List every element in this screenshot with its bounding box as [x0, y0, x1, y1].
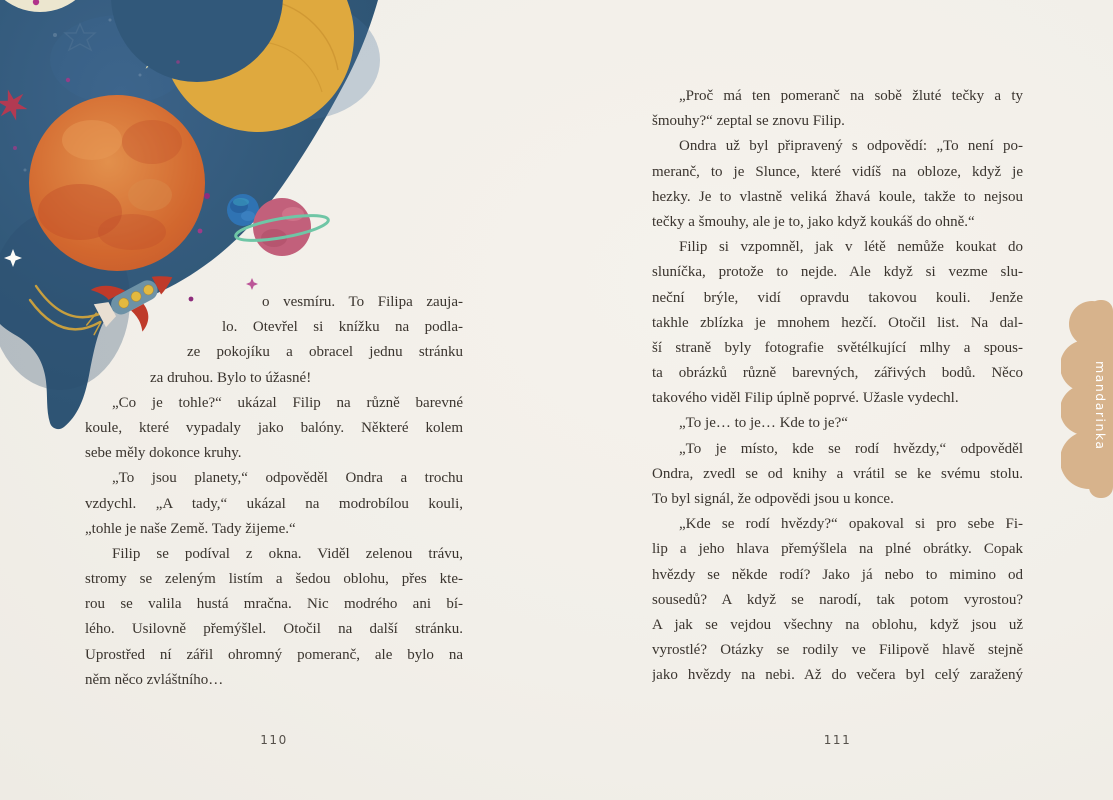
text-line: vzdychl. „A tady,“ ukázal na modrobílou kouli, — [85, 495, 463, 512]
text-line: takového viděl Filip úplně poprvé. Užasle vydechl. — [652, 390, 959, 407]
text-line: za druhou. Bylo to úžasné! — [150, 369, 312, 386]
text-line: „To je… to je… Kde to je?“ — [679, 415, 848, 432]
text-line: stromy se zeleným listím a šedou oblohu, přes kte- — [85, 571, 463, 588]
text-line: hezky. Je to vlastně veliká žhavá koule, takže to nejsou — [652, 188, 1023, 205]
bookmark-tab-label: mandarinka — [1093, 361, 1108, 451]
text-line: sousedů? A když se narodí, tak potom vyrostou? — [652, 591, 1023, 608]
text-line: „To je místo, kde se rodí hvězdy,“ odpověděl — [679, 440, 1023, 457]
text-line: lého. Usilovně přemýšlel. Otočil na další stránku. — [85, 621, 463, 638]
right-page-text — [652, 84, 1023, 689]
page-number-left: 110 — [260, 733, 288, 747]
text-line: „Kde se rodí hvězdy?“ opakoval si pro sebe Fi- — [679, 516, 1023, 533]
text-line: ta obrázků různě barevných, zářivých bodů. Něco — [652, 365, 1023, 382]
text-line: hvězdy se někde rodí? Jako já nebo to mimino od — [652, 566, 1023, 583]
text-line: šmouhy?“ zeptal se znovu Filip. — [652, 113, 845, 130]
text-line: koule, které vypadaly jako balóny. Některé kolem — [85, 419, 463, 436]
text-line: neční brýle, vidí opravdu takovou kouli. Jenže — [652, 289, 1023, 306]
text-line: ze pokojíku a obracel jednu stránku — [187, 344, 463, 361]
text-line: sebe měly dokonce kruhy. — [85, 445, 242, 462]
text-line: něm něco zvláštního… — [85, 671, 224, 688]
text-line: Ondra, zvedl se od knihy a vrátil se ke svému stolu. — [652, 465, 1023, 482]
text-line: takhle zblízka je mnohem hezčí. Otočil list. Na dal- — [652, 314, 1023, 331]
magenta-sparkle-icon — [246, 278, 258, 290]
text-line: „tohle je naše Země. Tady žijeme.“ — [85, 520, 296, 537]
text-line: To byl signál, že odpovědi jsou u konce. — [652, 491, 894, 507]
text-line: jako hvězdy na nebi. Až do večera byl celý zaražený — [652, 667, 1023, 684]
bookmark-tab — [1061, 292, 1113, 507]
left-page-text — [85, 290, 463, 693]
text-line: Uprostřed ní zářil ohromný pomeranč, ale bylo na — [85, 646, 463, 663]
orange-planet — [29, 95, 205, 271]
text-line: lo. Otevřel si knížku na podla- — [222, 319, 463, 336]
text-line: tečky a šmouhy, ale je to, jako když koukáš do ohně.“ — [652, 213, 975, 230]
text-line: vyrostlé? Otázky se rodily ve Filipově hlavě stejně — [652, 642, 1023, 659]
text-line: meranč, to je Slunce, které vidíš na obloze, když je — [652, 163, 1023, 180]
text-line: o vesmíru. To Filipa zauja- — [262, 294, 463, 310]
text-line: A jak se vejdou všechny na oblohu, když jsou už — [652, 616, 1023, 633]
text-line: Filip se podíval z okna. Viděl zelenou trávu, — [112, 545, 463, 562]
text-line: „Co je tohle?“ ukázal Filip na různě barevné — [112, 394, 463, 411]
text-line: „Proč má ten pomeranč na sobě žluté tečky a ty — [679, 88, 1023, 104]
text-line: „To jsou planety,“ odpověděl Ondra a trochu — [112, 470, 463, 487]
text-line: ší straně byly fotografie světélkující mlhy a spous- — [652, 339, 1023, 356]
text-line: Ondra už byl připravený s odpovědí: „To není po- — [679, 138, 1023, 155]
page-number-right: 111 — [823, 733, 852, 747]
text-line: rou se valila hustá mračna. Nic modrého ani bí- — [85, 596, 463, 613]
text-line: sluníčka, protože to nejde. Ale když si vezme slu- — [652, 264, 1023, 281]
text-line: Filip si vzpomněl, jak v létě nemůže koukat do — [679, 239, 1023, 256]
text-line: lip a jeho hlava přemýšlela na plné obrátky. Copak — [652, 541, 1023, 558]
